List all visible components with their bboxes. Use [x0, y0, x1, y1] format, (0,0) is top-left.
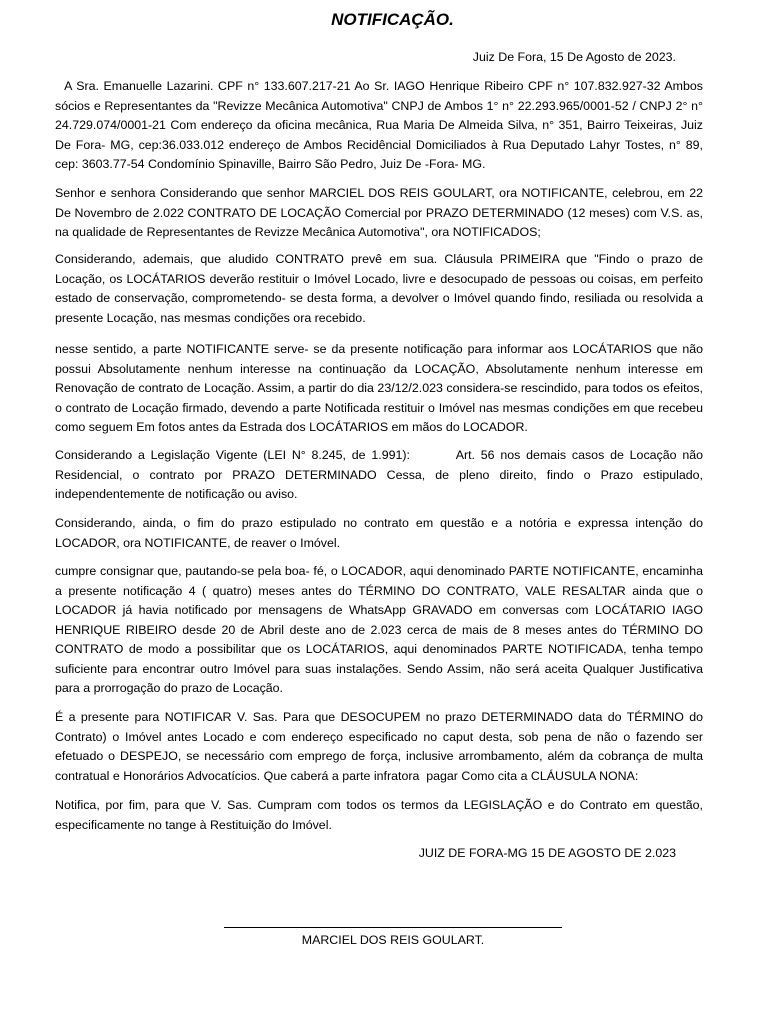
paragraph-notice-intent: nesse sentido, a parte NOTIFICANTE serve- se da presente notificação para informar aos LOCÁTARIOS que não possui Absolutamente nenhum interesse na continuação da LOCAÇÃO, Absolutamente nenhum interesse em Renovação de contrato de Locação. Assim, a partir do dia 23/12/2.023 considera-se rescindido, para todos os efeitos, o contrato de Locação firmado, devendo a parte Notificada restituir o Imóvel nas mesmas condições em que recebeu como seguem Em fotos antes da Estrada dos LOCÁTARIOS em mãos do LOCADOR.	[55, 342, 703, 434]
paragraph-term-end: Considerando, ainda, o fim do prazo estipulado no contrato em questão e a notória e expressa intenção do LOCADOR, ora NOTIFICANTE, de reaver o Imóvel.	[55, 516, 703, 550]
signature-name: MARCIEL DOS REIS GOULART.	[301, 933, 485, 947]
document-title: NOTIFICAÇÃO.	[331, 10, 454, 29]
paragraph-good-faith: cumpre consignar que, pautando-se pela boa- fé, o LOCADOR, aqui denominado PARTE NOTIFICANTE, encaminha a presente notificação 4 ( quatro) meses antes do TÉRMINO DO CONTRATO, VALE RESALTAR ainda que o LOCADOR já havia notificado por mensagens de WhatsApp GRAVADO em conversas com LOCÁTARIO IAGO HENRIQUE RIBEIRO desde 20 de Abril deste ano de 2.023 cerca de mais de 8 meses antes do TÉRMINO DO CONTRATO de modo a possibilitar que os LOCÁTARIOS, aqui denominados PARTE NOTIFICADA, tenha tempo suficiente para encontrar outro Imóvel para suas instalações. Sendo Assim, não será aceita Qualquer Justificativa para a prorrogação do prazo de Locação.	[55, 564, 703, 695]
paragraph-final-notice: Notifica, por fim, para que V. Sas. Cumpram com todos os termos da LEGISLAÇÃO e do Contrato em questão, especificamente no tange à Restituição do Imóvel.	[55, 798, 703, 832]
signature-line	[224, 927, 562, 928]
paragraph-legislation: Considerando a Legislação Vigente (LEI N° 8.245, de 1.991): Art. 56 nos demais casos de Locação não Residencial, o contrato por PRAZO DETERMINADO Cessa, de pleno direito, findo o Prazo estipulado, independentemente de notificação ou aviso.	[55, 448, 707, 501]
paragraph-contract: Senhor e senhora Considerando que senhor MARCIEL DOS REIS GOULART, ora NOTIFICANTE, celebrou, em 22 De Novembro de 2.022 CONTRATO DE LOCAÇÃO Comercial por PRAZO DETERMINADO (12 meses) com V.S. as, na qualidade de Representantes de Revizze Mecânica Automotiva", ora NOTIFICADOS;	[55, 186, 703, 239]
paragraph-eviction: É a presente para NOTIFICAR V. Sas. Para que DESOCUPEM no prazo DETERMINADO data do TÉRMINO do Contrato) o Imóvel antes Locado e com endereço especificado no caput desta, sob pena de não o fazendo ser efetuado o DESPEJO, se necessário com emprego de força, inclusive arrombamento, além da cobrança de multa contratual e Honorários Advocatícios. Que caberá a parte infratora pagar Como cita a CLÁUSULA NONA:	[55, 710, 707, 783]
paragraph-parties: A Sra. Emanuelle Lazarini. CPF n° 133.607.217-21 Ao Sr. IAGO Henrique Ribeiro CPF n° 107.832.927-32 Ambos sócios e Representantes da "Revizze Mecânica Automotiva" CNPJ de Ambos 1° n° 22.293.965/0001-52 / CNPJ 2° n° 24.729.074/0001-21 Com endereço da oficina mecânica, Rua Maria De Almeida Silva, n° 351, Bairro Teixeiras, Juiz De Fora- MG, cep:36.033.012 endereço de Ambos Recidêncial Domiciliados à Rua Deputado Lahyr Tostes, n° 89, cep: 3603.77-54 Condomínio Spinaville, Bairro São Pedro, Juiz De -Fora- MG.	[55, 79, 707, 171]
date-line-bottom: JUIZ DE FORA-MG 15 DE AGOSTO DE 2.023	[418, 846, 676, 860]
date-line-top: Juiz De Fora, 15 De Agosto de 2023.	[472, 50, 676, 64]
paragraph-clause-first: Considerando, ademais, que aludido CONTRATO prevê em sua. Cláusula PRIMEIRA que "Findo o prazo de Locação, os LOCÁTARIOS deverão restituir o Imóvel Locado, livre e desocupado de pessoas ou coisas, em perfeito estado de conservação, comprometendo- se desta forma, a devolver o Imóvel quando findo, resiliada ou resolvida a presente Locação, nas mesmas condições ora recebido.	[55, 252, 703, 325]
